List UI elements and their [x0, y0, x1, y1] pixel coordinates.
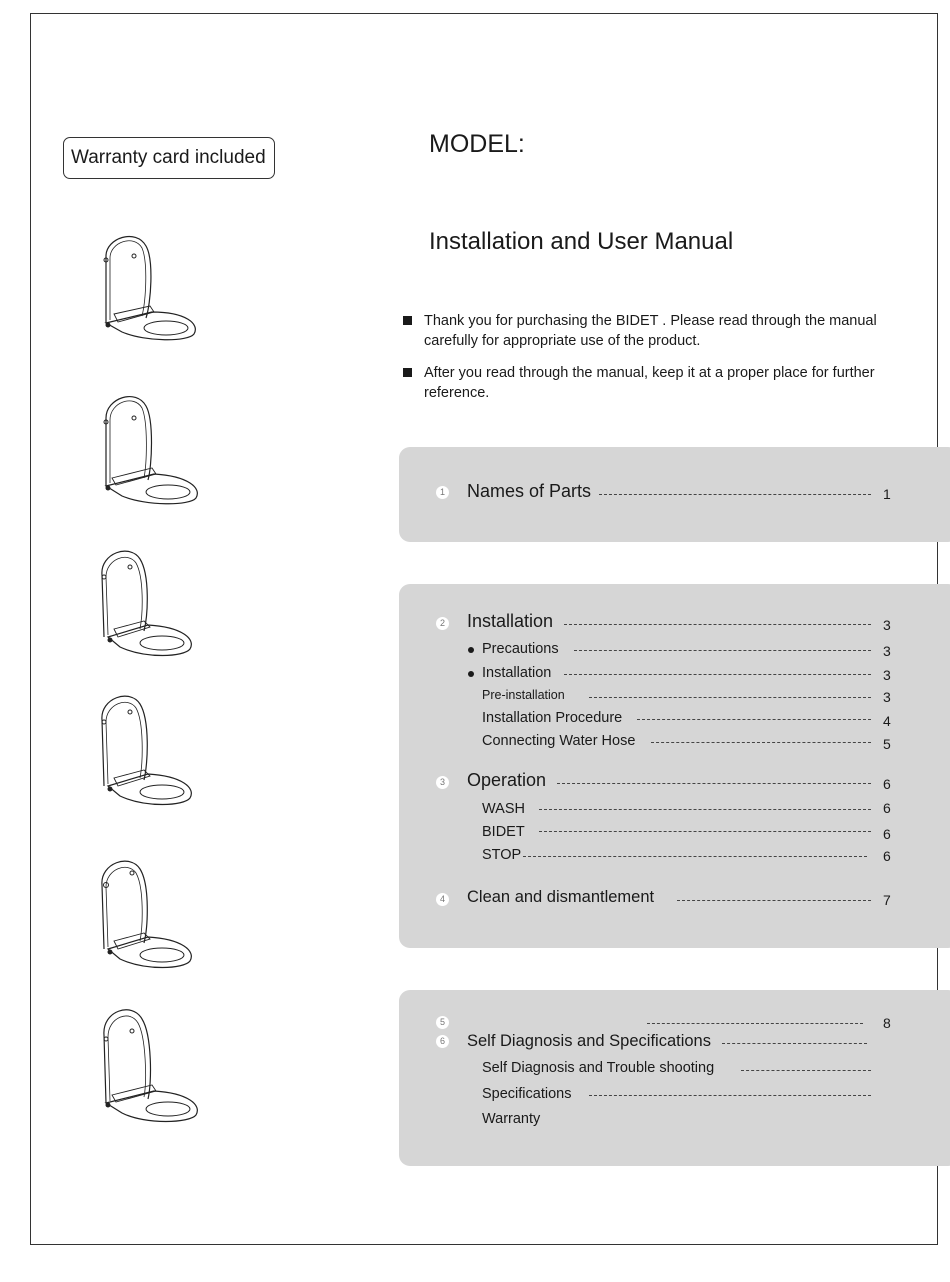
intro-paragraph-2: After you read through the manual, keep it at a proper place for further reference. — [403, 363, 908, 403]
leader-dots — [589, 1095, 871, 1096]
toc-label: Warranty — [482, 1111, 546, 1127]
leader-dots — [741, 1070, 871, 1071]
toc-entry-names-of-parts[interactable] — [399, 483, 950, 505]
toc-page-number: 4 — [883, 713, 891, 729]
model-label: MODEL: — [429, 130, 525, 158]
toilet-seat-icon — [96, 388, 206, 510]
toc-panel-self-diagnosis — [399, 990, 950, 1166]
square-bullet-icon — [403, 368, 412, 377]
toc-page-number: 7 — [883, 892, 891, 908]
toc-entry-warranty[interactable] — [399, 1111, 950, 1133]
round-bullet-icon — [468, 671, 474, 677]
toc-panel-names-of-parts — [399, 447, 950, 542]
toc-page-number: 3 — [883, 617, 891, 633]
leader-dots — [589, 697, 871, 698]
toc-entry-self-diagnosis-trouble-shooting[interactable] — [399, 1060, 950, 1082]
toc-label: Connecting Water Hose — [482, 733, 641, 749]
toc-label: Clean and dismantlement — [467, 888, 660, 907]
leader-dots — [539, 809, 871, 810]
toc-page-number: 3 — [883, 643, 891, 659]
leader-dots — [574, 650, 871, 651]
toc-page-number: 6 — [883, 826, 891, 842]
toc-page-number: 8 — [883, 1015, 891, 1031]
toc-label: Specifications — [482, 1086, 577, 1102]
section-number-badge: 4 — [436, 893, 449, 906]
toc-page-number: 6 — [883, 776, 891, 792]
section-number-badge: 3 — [436, 776, 449, 789]
leader-dots — [564, 624, 871, 625]
round-bullet-icon — [468, 647, 474, 653]
toilet-seat-icon — [96, 1003, 206, 1129]
toc-label: Precautions — [482, 641, 565, 657]
toc-page-number: 3 — [883, 667, 891, 683]
toc-page-number: 3 — [883, 689, 891, 705]
toc-entry-installation-sub[interactable] — [399, 665, 950, 687]
toc-entry-connecting-water-hose[interactable] — [399, 733, 950, 755]
toc-label: WASH — [482, 801, 531, 817]
toc-entry-precautions[interactable] — [399, 641, 950, 663]
toc-entry-pre-installation[interactable] — [399, 688, 950, 710]
leader-dots — [539, 831, 871, 832]
section-number-badge: 6 — [436, 1035, 449, 1048]
toc-entry-self-diagnosis-and-specifications[interactable] — [399, 1032, 950, 1054]
leader-dots — [637, 719, 871, 720]
leader-dots — [523, 856, 867, 857]
toc-page-number: 6 — [883, 848, 891, 864]
section-number-badge: 2 — [436, 617, 449, 630]
toc-label: Self Diagnosis and Specifications — [467, 1032, 717, 1051]
leader-dots — [647, 1023, 863, 1024]
toc-entry-wash[interactable] — [399, 800, 950, 822]
toilet-seat-icon — [96, 228, 206, 346]
leader-dots — [677, 900, 871, 901]
leader-dots — [557, 783, 871, 784]
toc-label: Installation — [467, 611, 559, 632]
toc-entry-specifications[interactable] — [399, 1086, 950, 1108]
toc-entry-stop[interactable] — [399, 847, 950, 869]
manual-title: Installation and User Manual — [429, 228, 734, 255]
warranty-card-label: Warranty card included — [63, 137, 275, 179]
toc-entry-clean-and-dismantlement[interactable] — [399, 889, 950, 911]
square-bullet-icon — [403, 316, 412, 325]
leader-dots — [651, 742, 871, 743]
leader-dots — [599, 494, 871, 495]
toilet-seat-icon — [96, 690, 206, 812]
toc-entry-installation[interactable] — [399, 613, 950, 635]
section-number-badge: 5 — [436, 1016, 449, 1029]
section-number-badge: 1 — [436, 486, 449, 499]
toc-label: Self Diagnosis and Trouble shooting — [482, 1060, 720, 1076]
toilet-seat-icon — [96, 545, 206, 663]
toc-label: STOP — [482, 847, 522, 863]
toc-page-number: 5 — [883, 736, 891, 752]
intro-paragraph-1: Thank you for purchasing the BIDET . Please read through the manual carefully for appropriate use of the product. — [403, 311, 908, 351]
toc-entry-installation-procedure[interactable] — [399, 710, 950, 732]
toc-label: BIDET — [482, 824, 531, 840]
toc-label: Pre-installation — [482, 688, 571, 702]
toc-panel-installation-operation — [399, 584, 950, 948]
toc-entry-bidet[interactable] — [399, 824, 950, 846]
leader-dots — [722, 1043, 867, 1044]
toc-page-number: 6 — [883, 800, 891, 816]
toc-entry-operation[interactable] — [399, 772, 950, 794]
toc-label: Installation Procedure — [482, 710, 628, 726]
toc-page-number: 1 — [883, 486, 891, 502]
toilet-seat-icon — [96, 855, 206, 975]
toc-label: Names of Parts — [467, 481, 597, 502]
toc-label: Installation — [482, 665, 557, 681]
toc-label: Operation — [467, 770, 552, 791]
leader-dots — [564, 674, 871, 675]
